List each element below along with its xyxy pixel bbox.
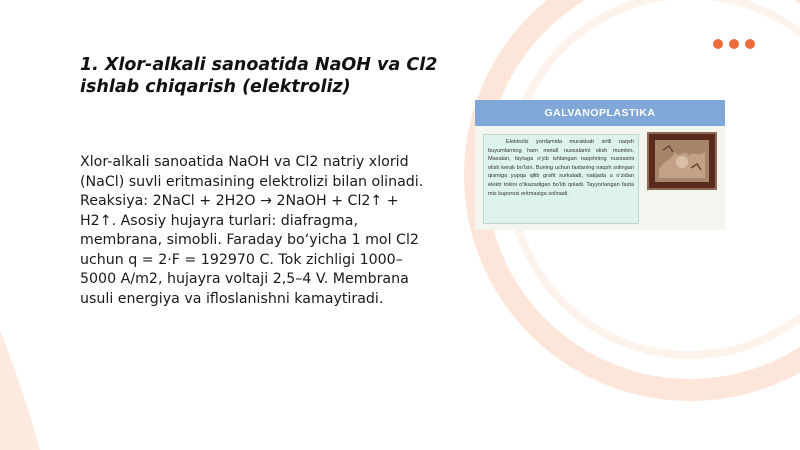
figure-photo bbox=[647, 132, 717, 190]
slide-body: Xlor-alkali sanoatida NaOH va Cl2 natriy xlorid (NaCl) suvli eritmasining elektrolizi bilan olinadi. Reaksiya: 2NaCl + 2H2O → 2NaOH + Cl2↑ + H2↑. Asosiy hujayra turlari: diafragma, membrana, simobli. Faraday bo‘yicha 1 mol Cl2 uchun q = 2·F = 192970 C. Tok zichligi 1000–5000 A/m2, hujayra voltaji 2,5–4 V. Membrana usuli energiya va ifloslanishni kamaytiradi. bbox=[80, 154, 424, 307]
textbook-figure bbox=[475, 100, 725, 230]
figure-header: GALVANOPLASTIKA bbox=[475, 100, 725, 126]
dots-icon bbox=[713, 39, 755, 49]
figure-text: Elektroliz yordamida murakkab sirtli naqsh buyumlarning ham metall nusxalarini olish mumkin. Masalan, faytaga o‘yib ishlangan naqshning nusxasini olish kerak bo‘lsin. Buning uchun faxtaning naqsh solingan qismiga yupqa qilib grafit surkaladi, natijada u o‘zidan elektr tokini o‘tkazadigan bo‘lib qoladi. Tayyorlangan faxta mis kuporosi eritmasiga solinadi. bbox=[483, 134, 639, 224]
corner-shape bbox=[0, 330, 40, 450]
photo-relief bbox=[655, 140, 709, 182]
dot-2 bbox=[729, 39, 739, 49]
dot-3 bbox=[745, 39, 755, 49]
relief-pattern bbox=[655, 140, 709, 182]
dot-1 bbox=[713, 39, 723, 49]
slide-title: 1. Xlor-alkali sanoatida NaOH va Cl2 ishlab chiqarish (elektroliz) bbox=[80, 55, 438, 97]
